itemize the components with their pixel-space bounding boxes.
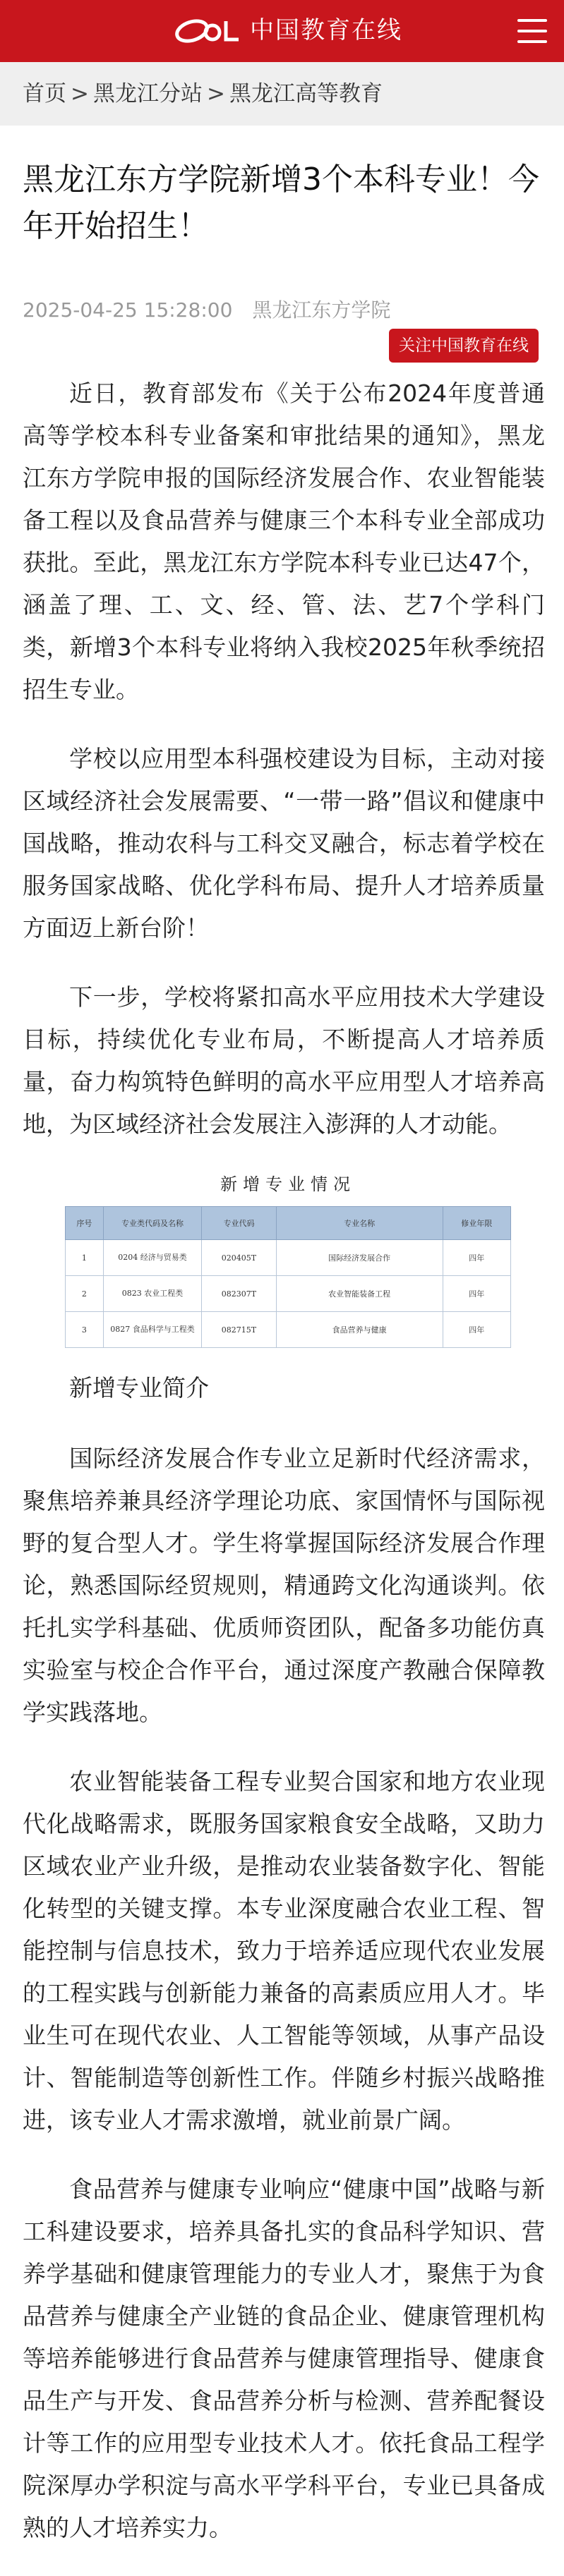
table-cell: 3 [66, 1312, 104, 1348]
article-title: 黑龙江东方学院新增3个本科专业！今年开始招生！ [23, 162, 539, 244]
table-cell: 国际经济发展合作 [276, 1240, 443, 1276]
table-header-cell: 序号 [66, 1207, 104, 1240]
table-cell: 0204 经济与贸易类 [103, 1240, 202, 1276]
table-header-cell: 专业名称 [276, 1207, 443, 1240]
new-majors-table [65, 1206, 511, 1348]
article-meta [23, 296, 390, 324]
article-paragraph: 近日，教育部发布《关于公布2024年度普通高等学校本科专业备案和审批结果的通知》，黑龙江东方学院申报的国际经济发展合作、农业智能装备工程以及食品营养与健康三个本科专业全部成功获批。至此，黑龙江东方学院本科专业已达47个，涵盖了理、工、文、经、管、法、艺7个学科门类，新增3个本科专业将纳入我校2025年秋季统招招生专业。 [23, 379, 545, 703]
major-intro-paragraph: 食品营养与健康专业响应“健康中国”战略与新工科建设要求，培养具备扎实的食品科学知识、营养学基础和健康管理能力的专业人才，聚焦于为食品营养与健康全产业链的食品企业、健康管理机构等培养能够进行食品营养与健康管理指导、健康食品生产与开发、食品营养分析与检测、营养配餐设计等工作的应用型专业技术人才。依托食品工程学院深厚办学积淀与高水平学科平台，专业已具备成熟的人才培养实力。 [23, 2175, 545, 2541]
publish-datetime: 2025-04-25 15:28:00 [23, 298, 233, 322]
table-row [66, 1312, 511, 1348]
table-header-row [66, 1207, 511, 1240]
breadcrumb-item-higher-education[interactable]: 黑龙江高等教育 [229, 81, 383, 107]
new-majors-table-image [34, 1172, 542, 1342]
article-paragraph: 下一步，学校将紧扣高水平应用技术大学建设目标，持续优化专业布局，不断提高人才培养质量，奋力构筑特色鲜明的高水平应用型人才培养高地，为区域经济社会发展注入澎湃的人才动能。 [23, 983, 545, 1138]
breadcrumb-separator: > [206, 81, 225, 107]
breadcrumb-item-heilongjiang[interactable]: 黑龙江分站 [92, 81, 203, 107]
table-cell: 0827 食品科学与工程类 [103, 1312, 202, 1348]
table-cell: 2 [66, 1276, 104, 1312]
table-cell: 1 [66, 1240, 104, 1276]
table-image-title: 新增专业情况 [220, 1174, 356, 1194]
article-source: 黑龙江东方学院 [252, 298, 391, 322]
section-heading: 新增专业简介 [69, 1374, 209, 1402]
follow-button[interactable]: 关注中国教育在线 [389, 329, 539, 363]
table-cell: 四年 [443, 1312, 510, 1348]
table-header-cell: 修业年限 [443, 1207, 510, 1240]
breadcrumb-item-home[interactable]: 首页 [23, 81, 66, 107]
table-cell: 082715T [202, 1312, 276, 1348]
table-cell: 农业智能装备工程 [276, 1276, 443, 1312]
table-cell: 四年 [443, 1276, 510, 1312]
major-intro-paragraph: 农业智能装备工程专业契合国家和地方农业现代化战略需求，既服务国家粮食安全战略，又助力区域农业产业升级，是推动农业装备数字化、智能化转型的关键支撑。本专业深度融合农业工程、智能控制与信息技术，致力于培养适应现代农业发展的工程实践与创新能力兼备的高素质应用人才。毕业生可在现代农业、人工智能等领域，从事产品设计、智能制造等创新性工作。伴随乡村振兴战略推进，该专业人才需求激增，就业前景广阔。 [23, 1768, 545, 2134]
major-intro-paragraph: 国际经济发展合作专业立足新时代经济需求，聚焦培养兼具经济学理论功底、家国情怀与国际视野的复合型人才。学生将掌握国际经济发展合作理论，熟悉国际经贸规则，精通跨文化沟通谈判。依托扎实学科基础、优质师资团队，配备多功能仿真实验室与校企合作平台，通过深度产教融合保障教学实践落地。 [23, 1445, 545, 1726]
site-name[interactable]: 中国教育在线 [250, 16, 402, 44]
table-cell: 020405T [202, 1240, 276, 1276]
article-paragraph: 学校以应用型本科强校建设为目标，主动对接区域经济社会发展需要、“一带一路”倡议和健康中国战略，推动农科与工科交叉融合，标志着学校在服务国家战略、优化学科布局、提升人才培养质量方面迈上新台阶！ [23, 745, 545, 942]
table-cell: 082307T [202, 1276, 276, 1312]
top-navigation-bar [0, 0, 564, 62]
article-body [23, 372, 545, 2576]
table-header-cell: 专业类代码及名称 [103, 1207, 202, 1240]
breadcrumb [0, 62, 564, 126]
breadcrumb-separator: > [71, 81, 89, 107]
table-row [66, 1240, 511, 1276]
table-header-cell: 专业代码 [202, 1207, 276, 1240]
eol-logo[interactable] [174, 16, 241, 47]
hamburger-menu-icon[interactable] [517, 19, 547, 43]
table-cell: 食品营养与健康 [276, 1312, 443, 1348]
table-row [66, 1276, 511, 1312]
table-cell: 四年 [443, 1240, 510, 1276]
table-cell: 0823 农业工程类 [103, 1276, 202, 1312]
